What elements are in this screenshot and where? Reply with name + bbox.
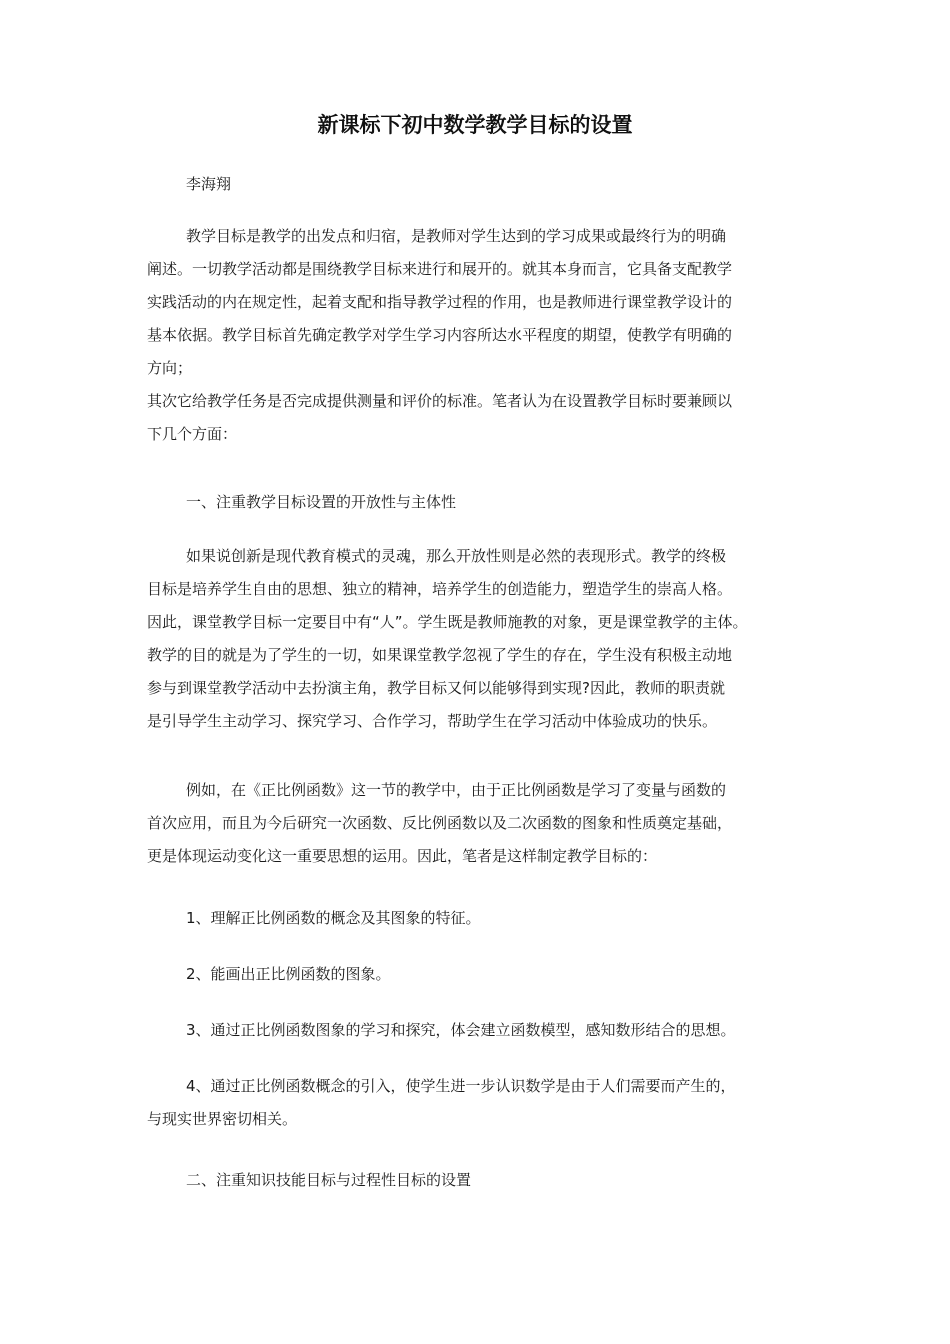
list-item: 1、理解正比例函数的概念及其图象的特征。 bbox=[186, 909, 481, 927]
section-heading-1: 一、注重教学目标设置的开放性与主体性 bbox=[186, 493, 457, 511]
paragraph-line: 如果说创新是现代教育模式的灵魂，那么开放性则是必然的表现形式。教学的终极 bbox=[186, 547, 727, 565]
paragraph-line: 参与到课堂教学活动中去扮演主角，教学目标又何以能够得到实现?因此，教师的职责就 bbox=[147, 679, 725, 697]
list-item: 3、通过正比例函数图象的学习和探究，体会建立函数模型，感知数形结合的思想。 bbox=[186, 1021, 736, 1039]
intro-paragraph bbox=[147, 220, 817, 451]
list-item-4 bbox=[147, 1070, 817, 1136]
paragraph-line: 基本依据。教学目标首先确定教学对学生学习内容所达水平程度的期望，使教学有明确的 bbox=[147, 326, 733, 344]
section1-paragraph-1 bbox=[147, 540, 817, 738]
paragraph-line: 阐述。一切教学活动都是围绕教学目标来进行和展开的。就其本身而言，它具备支配教学 bbox=[147, 260, 733, 278]
author-name: 李海翔 bbox=[186, 175, 232, 193]
paragraph-line: 实践活动的内在规定性，起着支配和指导教学过程的作用，也是教师进行课堂教学设计的 bbox=[147, 293, 733, 311]
list-item: 2、能画出正比例函数的图象。 bbox=[186, 965, 391, 983]
paragraph-line: 教学目标是教学的出发点和归宿，是教师对学生达到的学习成果或最终行为的明确 bbox=[186, 227, 727, 245]
section1-paragraph-2 bbox=[147, 774, 817, 873]
paragraph-line: 下几个方面： bbox=[147, 425, 238, 443]
paragraph-line: 方向； bbox=[147, 359, 193, 377]
paragraph-line: 是引导学生主动学习、探究学习、合作学习，帮助学生在学习活动中体验成功的快乐。 bbox=[147, 712, 718, 730]
paragraph-line: 与现实世界密切相关。 bbox=[147, 1110, 298, 1128]
paragraph-line: 目标是培养学生自由的思想、独立的精神，培养学生的创造能力，塑造学生的崇高人格。 bbox=[147, 580, 733, 598]
paragraph-line: 其次它给教学任务是否完成提供测量和评价的标准。笔者认为在设置教学目标时要兼顾以 bbox=[147, 392, 733, 410]
paragraph-line: 例如，在《正比例函数》这一节的教学中，由于正比例函数是学习了变量与函数的 bbox=[186, 781, 727, 799]
paragraph-line: 更是体现运动变化这一重要思想的运用。因此，笔者是这样制定教学目标的： bbox=[147, 847, 658, 865]
paragraph-line: 首次应用，而且为今后研究一次函数、反比例函数以及二次函数的图象和性质奠定基础， bbox=[147, 814, 733, 832]
paragraph-line: 因此，课堂教学目标一定要目中有“人”。学生既是教师施教的对象，更是课堂教学的主体。 bbox=[147, 613, 748, 631]
paragraph-line: 4、通过正比例函数概念的引入，使学生进一步认识数学是由于人们需要而产生的， bbox=[186, 1077, 736, 1095]
document-title: 新课标下初中数学教学目标的设置 bbox=[317, 113, 633, 137]
paragraph-line: 教学的目的就是为了学生的一切，如果课堂教学忽视了学生的存在，学生没有积极主动地 bbox=[147, 646, 733, 664]
section-heading-2: 二、注重知识技能目标与过程性目标的设置 bbox=[186, 1171, 472, 1189]
